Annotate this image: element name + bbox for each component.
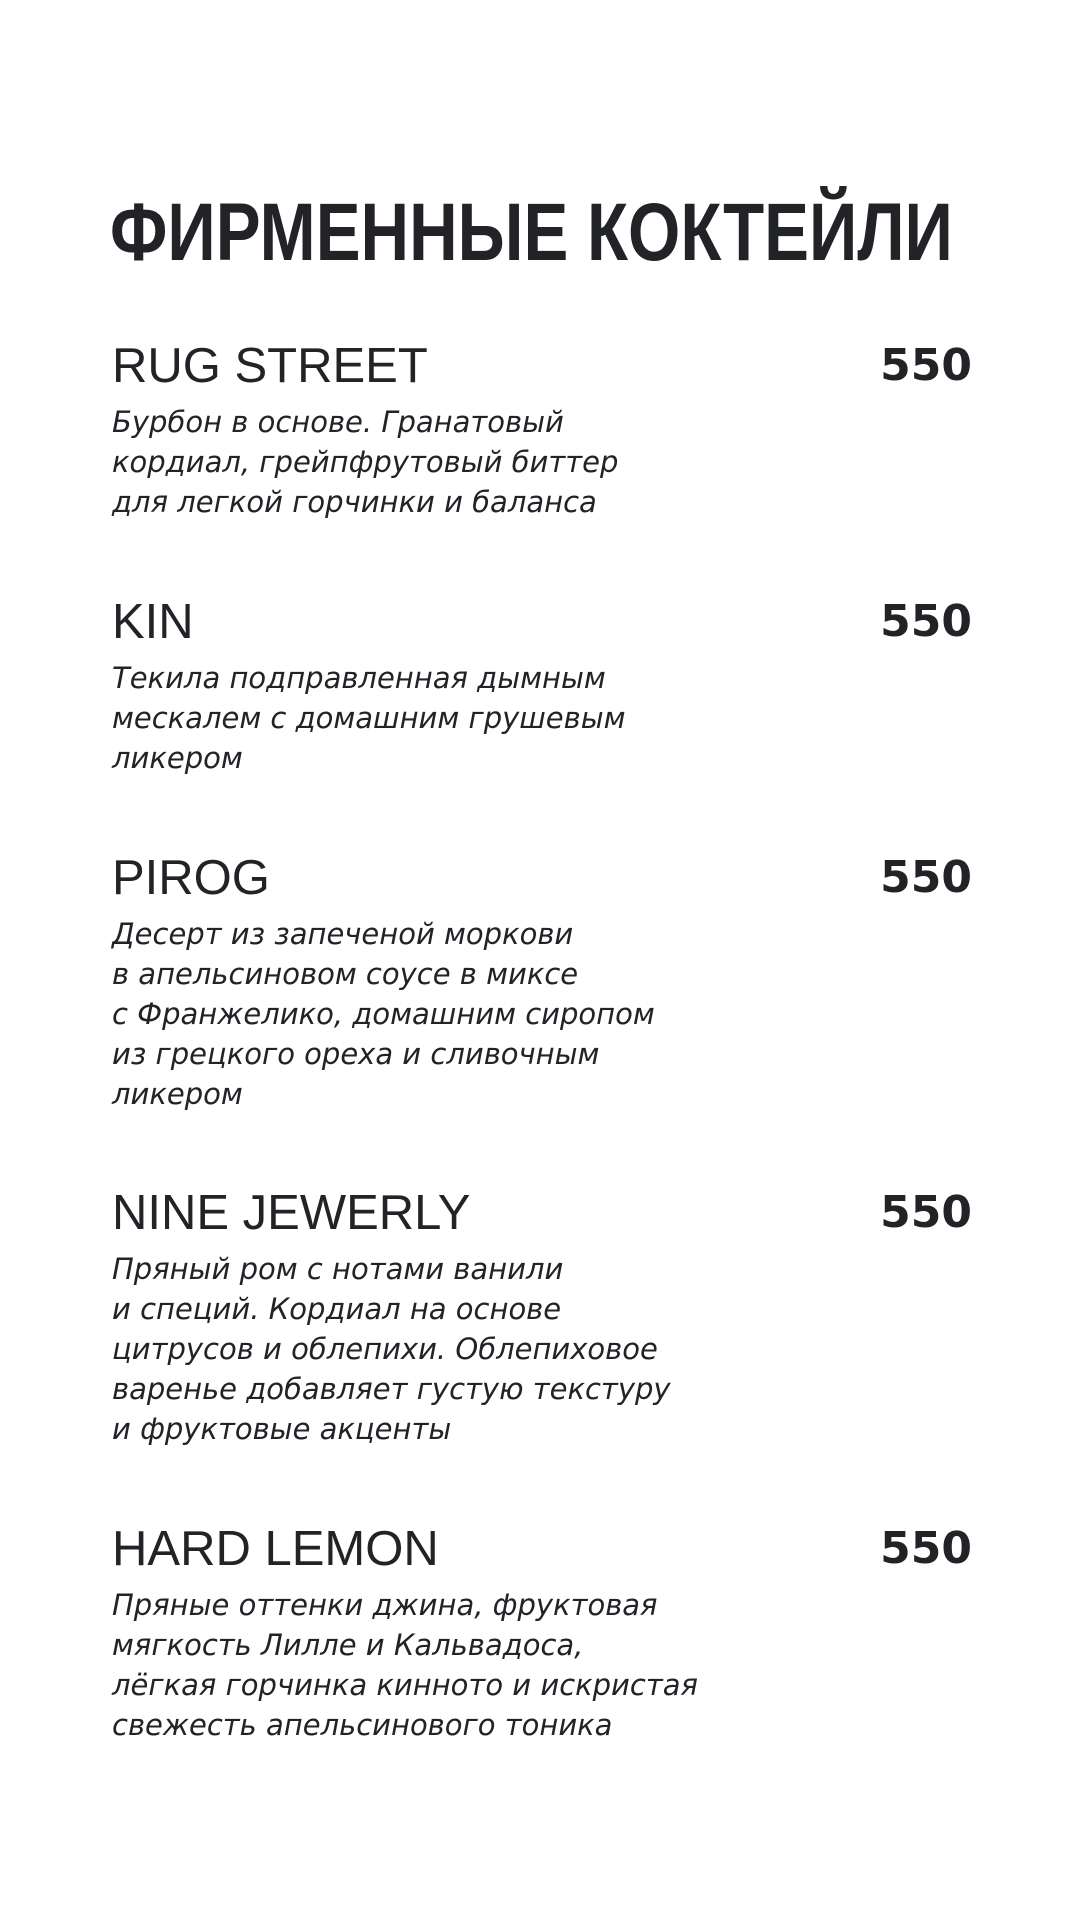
description-line: Десерт из запеченой моркови [112, 917, 574, 951]
description-line: цитрусов и облепихи. Облепиховое [112, 1332, 658, 1366]
menu-item-description [112, 658, 972, 778]
description-line: свежесть апельсинового тоника [112, 1708, 613, 1742]
description-line: Текила подправленная дымным [112, 661, 606, 695]
description-line: и фруктовые акценты [112, 1412, 452, 1446]
description-line: в апельсиновом соусе в миксе [112, 957, 579, 991]
menu-item-price: 550 [880, 1187, 972, 1238]
menu-item-header [112, 1521, 972, 1577]
menu-item-header [112, 1185, 972, 1241]
menu-item-header [112, 850, 972, 906]
description-line: кордиал, грейпфрутовый биттер [112, 445, 619, 479]
menu-item-price: 550 [880, 852, 972, 903]
menu-item-price: 550 [880, 596, 972, 647]
description-line: ликером [112, 741, 243, 775]
description-line: Пряный ром с нотами ванили [112, 1252, 564, 1286]
menu-item-rug-street [112, 338, 972, 522]
description-line: Бурбон в основе. Гранатовый [112, 405, 564, 439]
description-line: лёгкая горчинка киннoто и искристая [112, 1668, 698, 1702]
menu-item-description [112, 1249, 972, 1449]
menu-item-name: HARD LEMON [112, 1522, 439, 1576]
description-line: для легкой горчинки и баланса [112, 485, 597, 519]
description-line: мягкость Лилле и Кальвадоса, [112, 1628, 584, 1662]
menu-item-name: RUG STREET [112, 339, 428, 393]
menu-item-hard-lemon [112, 1521, 972, 1745]
description-line: Пряные оттенки джина, фруктовая [112, 1588, 658, 1622]
menu-item-description [112, 1585, 972, 1745]
menu-item-header [112, 594, 972, 650]
page-title: ФИРМЕННЫЕ КОКТЕЙЛИ [110, 187, 953, 278]
description-line: ликером [112, 1077, 243, 1111]
menu-item-price: 550 [880, 1523, 972, 1574]
menu-item-description [112, 402, 972, 522]
menu-item-name: PIROG [112, 851, 270, 905]
menu-item-header [112, 338, 972, 394]
menu-item-nine-jewerly [112, 1185, 972, 1449]
menu-item-name: KIN [112, 595, 194, 649]
menu-item-name: NINE JEWERLY [112, 1186, 471, 1240]
menu-item-pirog [112, 850, 972, 1114]
description-line: с Франжелико, домашним сиропом [112, 997, 655, 1031]
menu-item-price: 550 [880, 340, 972, 391]
menu-item-description [112, 914, 972, 1114]
menu-item-kin [112, 594, 972, 778]
description-line: из грецкого ореха и сливочным [112, 1037, 600, 1071]
description-line: и специй. Кордиал на основе [112, 1292, 562, 1326]
description-line: варенье добавляет густую текстуру [112, 1372, 671, 1406]
description-line: мескалем с домашним грушевым [112, 701, 626, 735]
